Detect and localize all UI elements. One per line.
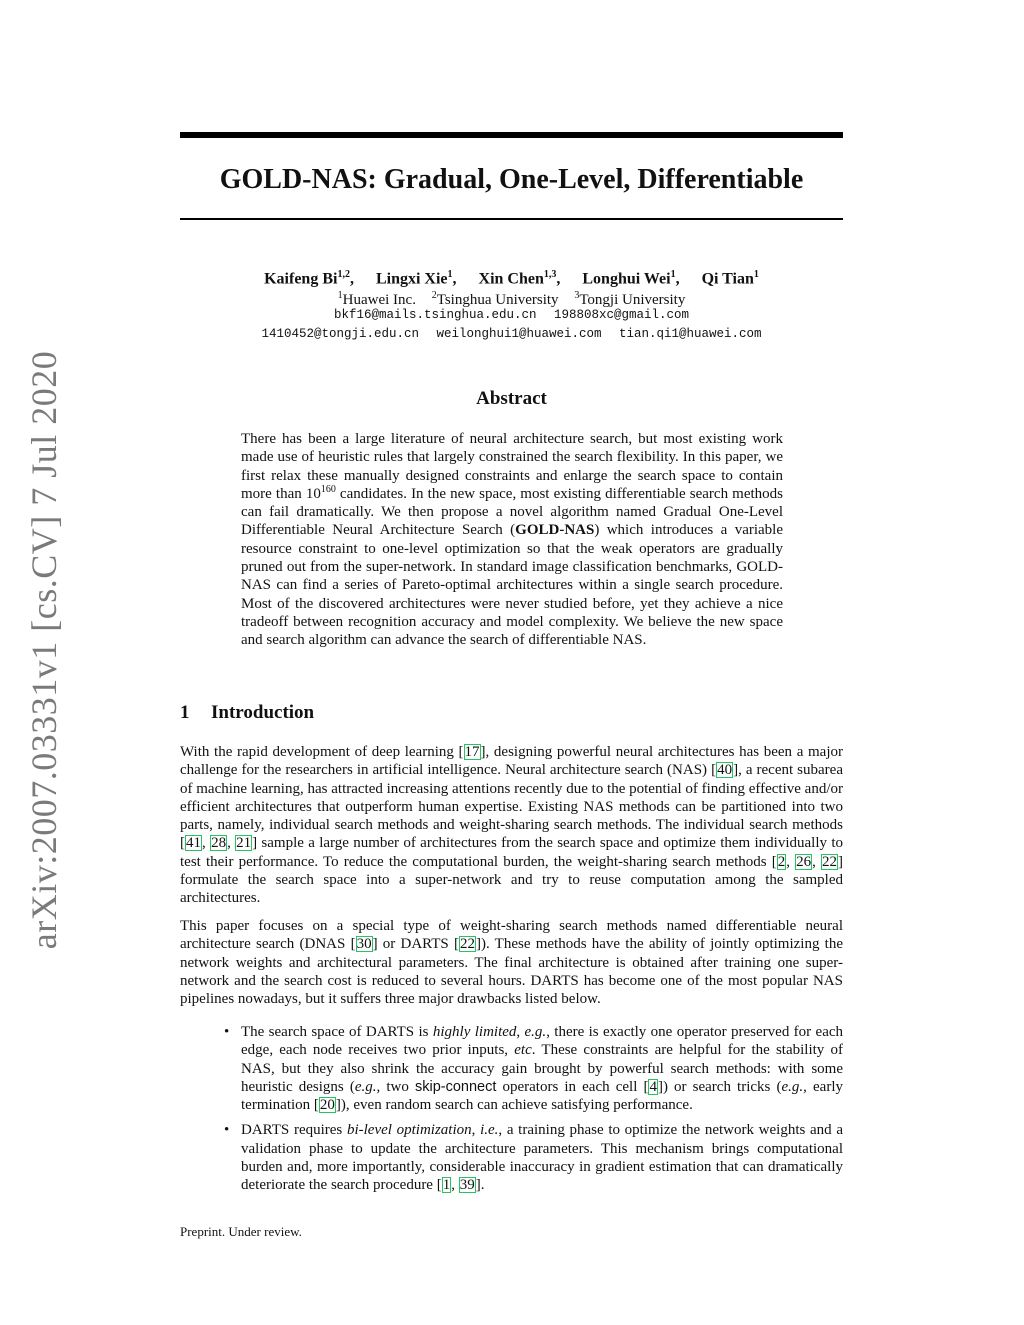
affiliation: $^3$Tongji University	[574, 290, 686, 308]
email-line	[180, 325, 843, 344]
arxiv-identifier-stamp: arXiv:2007.03331v1 [cs.CV] 7 Jul 2020	[24, 350, 64, 950]
author: Kaifeng Bi$^{1,2}$,	[264, 269, 354, 288]
citation-link[interactable]: 2	[777, 853, 786, 870]
author: Longhui Wei$^1$,	[582, 269, 680, 288]
section-heading-introduction: 1 Introduction	[180, 702, 315, 723]
operator-name: skip-connect	[414, 1078, 497, 1095]
citation-link[interactable]: 22	[822, 853, 838, 870]
list-item: • The search space of DARTS is highly limited, e.g., there is exactly one operator preserved for each edge, each node receives two prior inputs, etc. These constraints are helpful for the stability of NAS, but they also shrink the accuracy gain brought by powerful search methods: with some heuristic designs (e.g., two skip-connect operators in each cell [4]) or search tricks (e.g., early termination [20]), even random search can achieve satisfying performance.	[224, 1024, 844, 1114]
abstract-heading: Abstract	[476, 388, 547, 409]
citation-link[interactable]: 17	[464, 744, 480, 760]
paper-title: GOLD-NAS: Gradual, One-Level, Differentiable	[219, 164, 804, 195]
author: Qi Tian$^1$	[701, 269, 759, 288]
citation-link[interactable]: 22	[459, 936, 475, 953]
email-line	[180, 306, 843, 325]
list-item: • DARTS requires bi-level optimization, i.e., a training phase to optimize the network weights and a validation phase to update the architecture parameters. This mechanism brings computational burden and, more importantly, considerable inaccuracy in gradient estimation that can dramatically deteriorate the search procedure [1, 39].	[224, 1122, 844, 1194]
citation-link[interactable]: 4	[649, 1078, 657, 1095]
footer-note: Preprint. Under review.	[180, 1224, 302, 1239]
title-rule-bottom	[180, 218, 843, 220]
citation-link[interactable]: 26	[796, 853, 812, 870]
citation-link[interactable]: 39	[459, 1177, 475, 1194]
affiliation: $^2$Tsinghua University	[431, 290, 559, 308]
affiliation: $^1$Huawei Inc.	[337, 290, 416, 308]
email-link[interactable]: weilonghui1@huawei.com	[436, 327, 602, 341]
email-link[interactable]: 1410452@tongji.edu.cn	[261, 327, 419, 341]
email-link[interactable]: tian.qi1@huawei.com	[619, 327, 762, 341]
citation-link[interactable]: 30	[356, 936, 372, 953]
citation-link[interactable]: 21	[236, 835, 252, 852]
intro-paragraph-2: This paper focuses on a special type of weight-sharing search methods named differentiable neural architecture search (DNAS [30] or DARTS [22]). These methods have the ability of jointly optimizing the network weights and architectural parameters. The final architecture is obtained after training one super-network and the search cost is reduced to several hours. DARTS has become one of the most popular NAS pipelines nowadays, but it suffers three major drawbacks listed below.	[180, 918, 843, 1008]
citation-link[interactable]: 28	[211, 835, 227, 852]
bullet-icon: •	[224, 1024, 230, 1040]
citation-link[interactable]: 20	[319, 1097, 335, 1114]
author: Lingxi Xie$^1$,	[375, 269, 457, 288]
email-link[interactable]: 198808xc@gmail.com	[554, 308, 690, 322]
method-acronym: GOLD-NAS	[515, 522, 595, 539]
title-rule-top	[180, 132, 843, 138]
citation-link[interactable]: 1	[442, 1177, 451, 1194]
author: Xin Chen$^{1,3}$,	[478, 269, 561, 288]
drawback-list	[224, 1023, 844, 1202]
citation-link[interactable]: 40	[717, 762, 733, 779]
bullet-icon: •	[224, 1122, 230, 1139]
abstract-body: There has been a large literature of neural architecture search, but most existing work made use of heuristic rules that largely constrained the search flexibility. In this paper, we first relax these manually designed constraints and enlarge the search space to contain more than $10^{160}$ candidates. In the new space, most existing differentiable search methods can fail dramatically. We then propose a novel algorithm named Gradual One-Level Differentiable Neural Architecture Search (GOLD-NAS) which introduces a variable resource constraint to one-level optimization so that the weak operators are gradually pruned out from the super-network. In standard image classification benchmarks, GOLD-NAS can find a series of Pareto-optimal architectures within a single search procedure. Most of the discovered architectures were never studied before, yet they achieve a nice tradeoff between recognition accuracy and model complexity. We believe the new space and search algorithm can advance the search of differentiable NAS.	[241, 431, 783, 649]
citation-link[interactable]: 41	[186, 835, 201, 852]
email-list	[180, 306, 843, 344]
email-link[interactable]: bkf16@mails.tsinghua.edu.cn	[333, 308, 537, 322]
intro-paragraph-1: With the rapid development of deep learning [17], designing powerful neural architectures has been a major challenge for the researchers in artificial intelligence. Neural architecture search (NAS) [40], a recent subarea of machine learning, has attracted increasing attentions recently due to the potential of finding effective and/or efficient architectures that outperform human expertise. Existing NAS methods can be partitioned into two parts, namely, individual search methods and weight-sharing search methods. The individual search methods [41, 28, 21] sample a large number of architectures from the search space and optimize them individually to test their performance. To reduce the computational burden, the weight-sharing search methods [2, 26, 22] formulate the search space into a super-network and try to reuse computation among the sampled architectures.	[180, 744, 844, 907]
